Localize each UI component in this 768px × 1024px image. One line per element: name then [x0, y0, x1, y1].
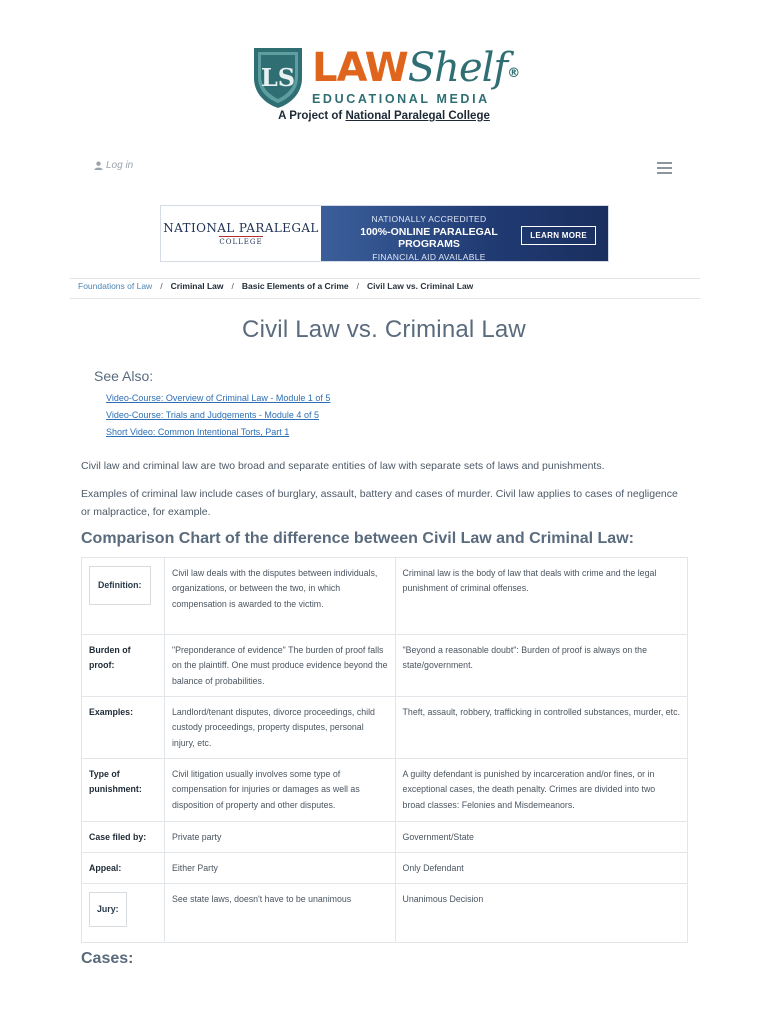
- table-row: [82, 558, 688, 635]
- breadcrumb-basic-elements[interactable]: Basic Elements of a Crime: [241, 281, 349, 291]
- shield-letters: LS: [260, 63, 296, 92]
- row-label: Jury:: [89, 892, 127, 927]
- banner-promo: NATIONALLY ACCREDITED 100%-ONLINE PARALEGAL PROGRAMS FINANCIAL AID AVAILABLE LEARN MORE: [321, 206, 608, 261]
- criminal-cell: Only Defendant: [395, 853, 687, 884]
- see-also-links: [106, 390, 330, 441]
- table-row: [82, 697, 688, 759]
- see-also-link[interactable]: Video-Course: Trials and Judgements - Module 4 of 5: [106, 410, 319, 420]
- page-title: Civil Law vs. Criminal Law: [242, 316, 526, 343]
- examples-paragraph: Examples of criminal law include cases of burglary, assault, battery and cases of murder. Civil law applies to cases of negligence or malpractice, for example.: [81, 488, 678, 518]
- breadcrumb-foundations-of-law[interactable]: Foundations of Law: [78, 281, 153, 291]
- civil-cell: Landlord/tenant disputes, divorce proceedings, child custody proceedings, property disputes, personal injury, etc.: [164, 697, 395, 759]
- login-label: Log in: [106, 160, 134, 171]
- breadcrumb: Foundations of Law / Criminal Law / Basic Elements of a Crime / Civil Law vs. Criminal Law: [78, 281, 474, 291]
- banner-college-logo: NATIONAL PARALEGAL COLLEGE: [161, 206, 321, 261]
- criminal-cell: Government/State: [395, 822, 687, 853]
- intro-paragraph: Civil law and criminal law are two broad and separate entities of law with separate sets of laws and punishments.: [81, 460, 605, 472]
- user-icon: [94, 161, 103, 170]
- criminal-cell: "Beyond a reasonable doubt": Burden of proof is always on the state/government.: [395, 635, 687, 697]
- row-label: Burden of proof:: [82, 635, 165, 697]
- table-row: [82, 759, 688, 822]
- criminal-cell: A guilty defendant is punished by incarceration and/or fines, or in exceptional cases, the death penalty. Crimes are divided into two broad classes: Felonies and Misdemeanors.: [395, 759, 687, 822]
- table-row: [82, 822, 688, 853]
- learn-more-button[interactable]: LEARN MORE: [521, 226, 596, 245]
- see-also-title: See Also:: [94, 368, 154, 384]
- civil-cell: Private party: [164, 822, 395, 853]
- civil-cell: Either Party: [164, 853, 395, 884]
- npc-ad-banner[interactable]: [160, 205, 609, 262]
- row-label: Type of punishment:: [82, 759, 165, 822]
- civil-cell: Civil litigation usually involves some type of compensation for injuries or damages as well as disposition of property and other disputes.: [164, 759, 395, 822]
- criminal-cell: Unanimous Decision: [395, 884, 687, 943]
- table-row: [82, 853, 688, 884]
- logo-tagline: EDUCATIONAL MEDIA: [312, 92, 490, 106]
- breadcrumb-criminal-law[interactable]: Criminal Law: [170, 281, 224, 291]
- civil-cell: Civil law deals with the disputes between individuals, organizations, or between the two, in which compensation is awarded to the victim.: [164, 558, 395, 635]
- civil-cell: See state laws, doesn't have to be unanimous: [164, 884, 395, 943]
- table-row: [82, 635, 688, 697]
- row-label: Examples:: [82, 697, 165, 759]
- table-row: [82, 884, 688, 943]
- row-label: Definition:: [89, 566, 151, 605]
- comparison-chart-heading: Comparison Chart of the difference between Civil Law and Criminal Law:: [81, 530, 634, 547]
- civil-cell: "Preponderance of evidence" The burden of proof falls on the plaintiff. One must produce evidence beyond the balance of probabilities.: [164, 635, 395, 697]
- row-label: Appeal:: [82, 853, 165, 884]
- see-also-link[interactable]: Video-Course: Overview of Criminal Law - Module 1 of 5: [106, 393, 331, 403]
- comparison-table: [81, 557, 688, 943]
- login-link[interactable]: [94, 160, 133, 171]
- logo-wordmark: LAWShelf®: [312, 45, 520, 91]
- national-paralegal-college-link[interactable]: National Paralegal College: [345, 110, 490, 122]
- hamburger-icon[interactable]: [657, 162, 672, 174]
- lawshelf-shield-icon: [250, 44, 306, 110]
- lawshelf-logo[interactable]: [250, 40, 530, 110]
- breadcrumb-current: Civil Law vs. Criminal Law: [367, 281, 474, 291]
- see-also-link[interactable]: Short Video: Common Intentional Torts, Part 1: [106, 427, 290, 437]
- row-label: Case filed by:: [82, 822, 165, 853]
- project-of-line: A Project of National Paralegal College: [278, 110, 490, 122]
- cases-heading: Cases:: [81, 950, 134, 967]
- criminal-cell: Criminal law is the body of law that deals with crime and the legal punishment of criminal offenses.: [395, 558, 687, 635]
- criminal-cell: Theft, assault, robbery, trafficking in controlled substances, murder, etc.: [395, 697, 687, 759]
